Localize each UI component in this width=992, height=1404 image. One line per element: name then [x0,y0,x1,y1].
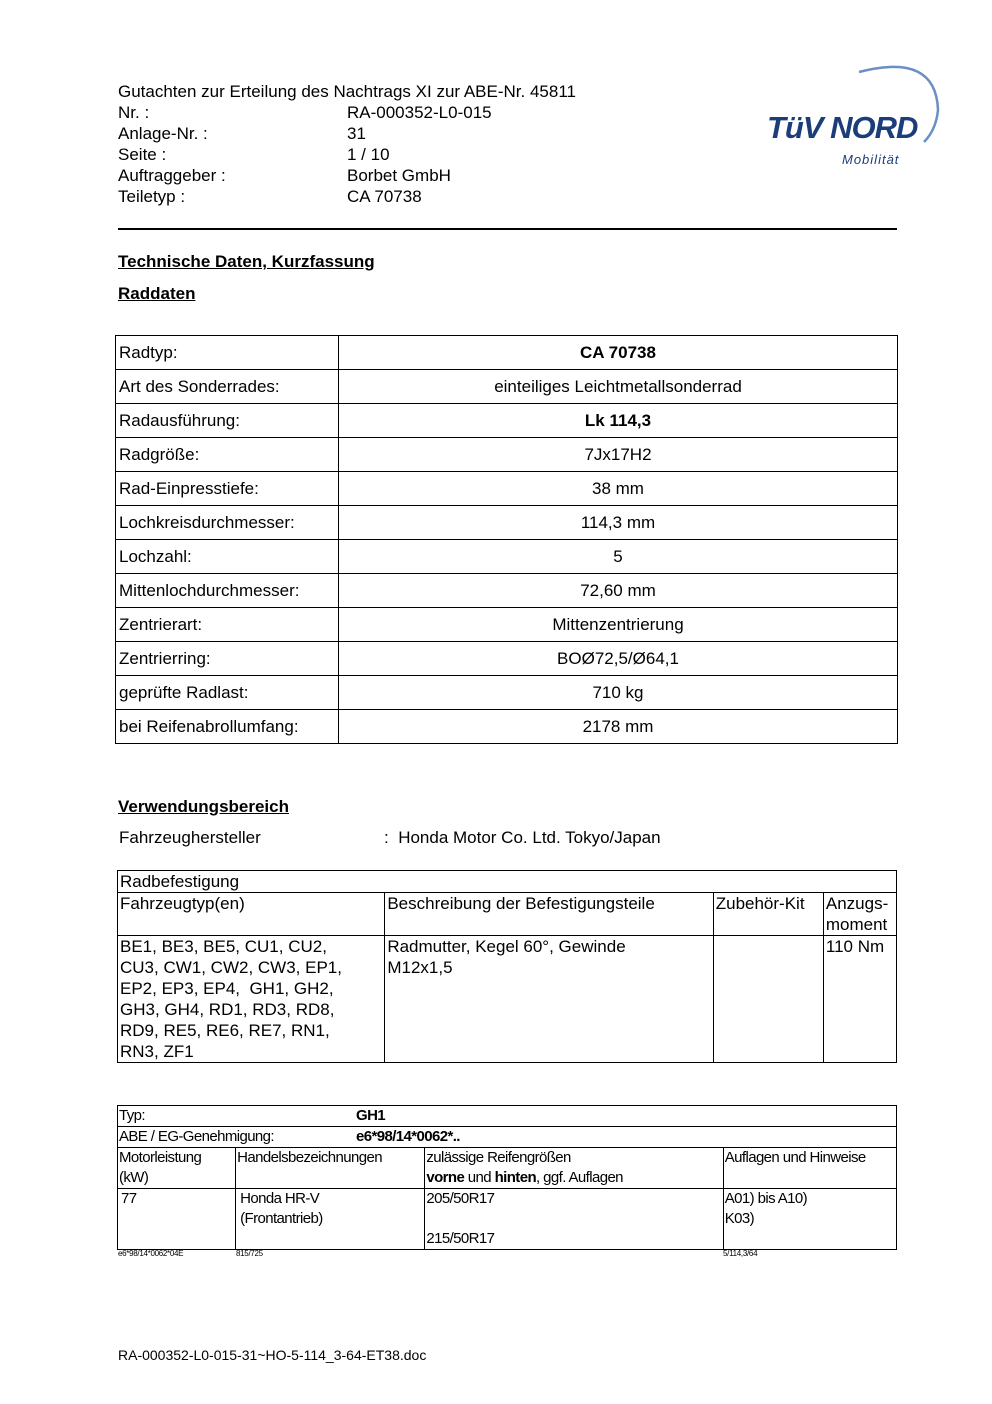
type-cell [118,1106,897,1127]
table-row [116,642,898,676]
header-moment-line: moment [825,915,888,934]
tyre-spacer [426,1209,721,1229]
header-tyres-and: und [464,1169,495,1186]
notes-line: K03) [724,1210,755,1227]
approval-label: ABE / EG-Genehmigung: [119,1128,274,1145]
document-footer: RA-000352-L0-015-31~HO-5-114_3-64-ET38.doc [118,1347,427,1363]
vehicle-types-line: CU3, CW1, CW2, CW3, EP1, [120,958,342,977]
small-approval-code: e6*98/14*0062*04E [118,1249,184,1258]
header-row-auftraggeber [118,165,576,186]
header-label: Teiletyp : [118,187,186,206]
tuev-nord-logo [764,60,944,172]
cell-kit [713,936,823,1063]
header-label: Anlage-Nr. : [118,124,208,143]
cell-label: Lochzahl: [116,540,339,574]
table-title: Radbefestigung [118,871,897,893]
header-cell-tyres [425,1148,723,1189]
header-tyres-line: zulässige Reifengrößen [426,1149,571,1166]
header-value: CA 70738 [347,187,422,206]
cell-label: Radgröße: [116,438,339,472]
cell-tyres [425,1189,723,1250]
cell-label: Radausführung: [116,404,339,438]
cell-value: Mittenzentrierung [339,608,898,642]
table-row [118,1127,897,1148]
table-row [116,574,898,608]
cell-moment: 110 Nm [823,936,896,1063]
header-moment-line: Anzugs- [825,894,889,913]
type-label: Typ: [119,1107,145,1124]
header-motor-line: (kW) [119,1169,149,1186]
cell-label: Rad-Einpresstiefe: [116,472,339,506]
cell-value: BOØ72,5/Ø64,1 [339,642,898,676]
header-label: Nr. : [118,103,150,122]
manufacturer-value: Honda Motor Co. Ltd. Tokyo/Japan [398,828,661,847]
cell-label: geprüfte Radlast: [116,676,339,710]
manufacturer-value-wrap [384,828,661,848]
header-tyres-front: vorne [426,1169,465,1186]
header-cell-notes: Auflagen und Hinweise [723,1148,896,1189]
small-code: 815/725 [236,1249,263,1258]
cell-label: bei Reifenabrollumfang: [116,710,339,744]
header-tyres-line [426,1168,721,1188]
header-cell-motor [118,1148,236,1189]
cell-label: Zentrierring: [116,642,339,676]
header-label: Auftraggeber : [118,166,226,185]
table-header-row [118,893,897,936]
header-row-anlage [118,123,576,144]
cell-trade-name [236,1189,425,1250]
small-wheel-code: 5/114,3/64 [723,1249,758,1258]
header-row-seite [118,144,576,165]
header-cell-moment [823,893,896,936]
cell-value: Lk 114,3 [339,404,898,438]
cell-vehicle-types [118,936,385,1063]
header-cell-description: Beschreibung der Befestigungsteile [385,893,713,936]
table-row [116,370,898,404]
manufacturer-label: Fahrzeughersteller [119,828,261,847]
table-row [116,540,898,574]
section-heading-verwendung: Verwendungsbereich [118,797,289,816]
vehicle-types-line: EP2, EP3, EP4, GH1, GH2, [120,979,334,998]
cell-label: Art des Sonderrades: [116,370,339,404]
document-header [118,81,576,207]
header-cell-trade-names: Handelsbezeichnungen [236,1148,425,1189]
header-divider [118,228,897,230]
raddaten-table [115,335,898,744]
table-header-row [118,1148,897,1189]
manufacturer-colon: : [384,828,389,847]
cell-label: Mittenlochdurchmesser: [116,574,339,608]
table-row [118,871,897,893]
logo-wordmark: TüV NORD [767,110,918,145]
header-title: Gutachten zur Erteilung des Nachtrags XI zur ABE-Nr. 45811 [118,82,576,101]
header-value: 31 [347,124,366,143]
table-row [116,336,898,370]
cell-label: Zentrierart: [116,608,339,642]
header-cell-kit: Zubehör-Kit [713,893,823,936]
header-row-teiletyp [118,186,576,207]
vehicle-types-line: RN3, ZF1 [120,1042,194,1061]
table-row [118,1189,897,1250]
cell-value: CA 70738 [339,336,898,370]
table-row [116,404,898,438]
approval-value: e6*98/14*0062*.. [356,1128,460,1145]
description-line: M12x1,5 [387,958,453,977]
section-heading-raddaten: Raddaten [118,284,196,303]
cell-value: 2178 mm [339,710,898,744]
cell-value: 710 kg [339,676,898,710]
vehicle-types-line: RD9, RE5, RE6, RE7, RN1, [120,1021,330,1040]
section-heading-tech: Technische Daten, Kurzfassung [118,252,375,271]
table-row [116,710,898,744]
cell-description [385,936,713,1063]
manufacturer-line [119,828,661,848]
header-cell-types: Fahrzeugtyp(en) [118,893,385,936]
trade-name-line: Honda HR-V [240,1190,320,1207]
cell-value: 38 mm [339,472,898,506]
trade-name-line: (Frontantrieb) [240,1210,323,1227]
cell-value: 5 [339,540,898,574]
table-row [118,1106,897,1127]
table-row [116,608,898,642]
cell-value: 72,60 mm [339,574,898,608]
table-row [116,676,898,710]
approval-cell [118,1127,897,1148]
cell-label: Radtyp: [116,336,339,370]
cell-notes [723,1189,896,1250]
radbefestigung-table [117,870,897,1063]
cell-value: einteiliges Leichtmetallsonderrad [339,370,898,404]
vehicle-types-line: GH3, GH4, RD1, RD3, RD8, [120,1000,335,1019]
vehicle-types-line: BE1, BE3, BE5, CU1, CU2, [120,937,327,956]
table-row [116,438,898,472]
header-row-nr [118,102,576,123]
cell-motor: 77 [118,1189,236,1250]
table-row [116,506,898,540]
header-tyres-rear: hinten [494,1169,537,1186]
cell-value: 7Jx17H2 [339,438,898,472]
header-value: Borbet GmbH [347,166,451,185]
tyre-size: 205/50R17 [426,1190,495,1207]
header-motor-line: Motorleistung [119,1149,202,1166]
header-value: RA-000352-L0-015 [347,103,492,122]
header-value: 1 / 10 [347,145,390,164]
tyre-size: 215/50R17 [426,1230,495,1247]
table-row [118,936,897,1063]
gh1-table [117,1105,897,1250]
description-line: Radmutter, Kegel 60°, Gewinde [387,937,626,956]
notes-line: A01) bis A10) [724,1190,808,1207]
cell-label: Lochkreisdurchmesser: [116,506,339,540]
header-tyres-rest: , ggf. Auflagen [536,1169,623,1186]
header-label: Seite : [118,145,167,164]
cell-value: 114,3 mm [339,506,898,540]
logo-subtitle: Mobilität [842,152,900,167]
table-row [116,472,898,506]
type-value: GH1 [356,1107,386,1124]
